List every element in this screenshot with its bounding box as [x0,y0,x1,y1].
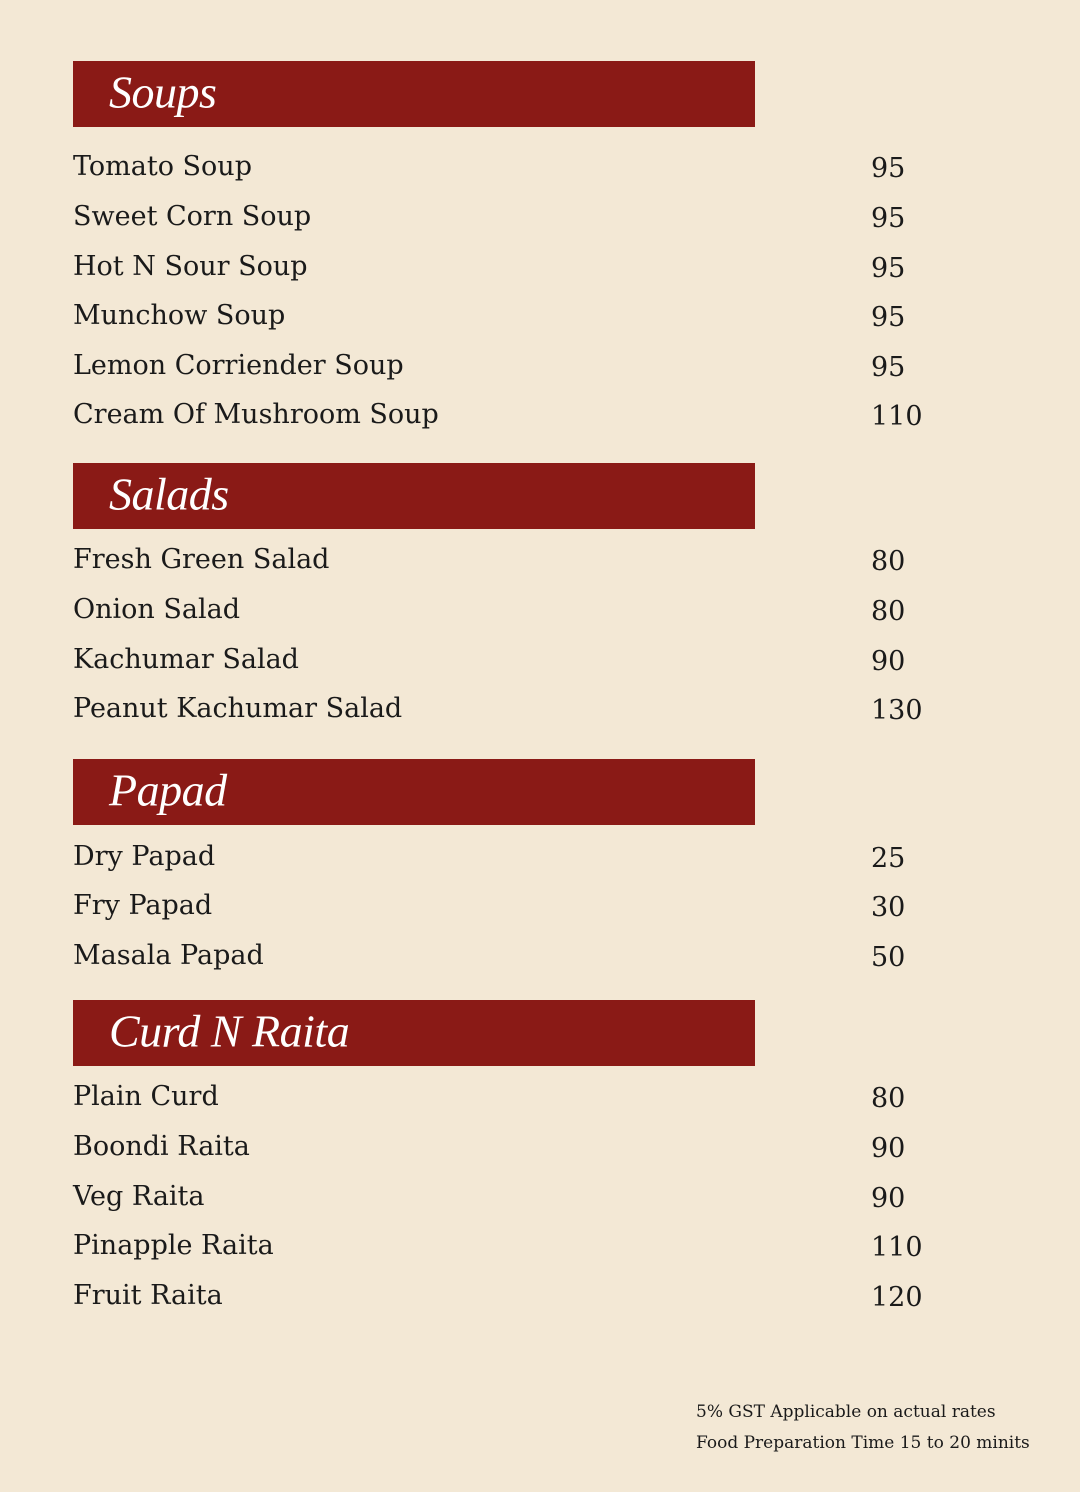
section-header-papad [73,759,755,825]
menu-item [73,197,953,237]
item-name: Munchow Soup [73,300,286,331]
item-name: Onion Salad [73,594,240,625]
menu-item [73,395,953,435]
menu-item [73,936,953,976]
item-name: Sweet Corn Soup [73,201,312,232]
menu-item [73,296,953,336]
item-price: 30 [871,892,906,923]
item-name: Hot N Sour Soup [73,251,308,282]
section-header-salads [73,463,755,529]
section-title: Soups [109,66,217,118]
menu-item [73,1077,953,1117]
item-name: Plain Curd [73,1081,219,1112]
item-name: Fruit Raita [73,1280,223,1311]
item-price: 95 [871,253,906,284]
menu-item [73,640,953,680]
menu-item [73,1226,953,1266]
item-name: Peanut Kachumar Salad [73,693,403,724]
item-name: Fry Papad [73,890,213,921]
preparation-time-note: Food Preparation Time 15 to 20 minits [696,1433,1030,1453]
item-name: Masala Papad [73,940,264,971]
item-price: 120 [871,1282,923,1313]
item-price: 90 [871,646,906,677]
menu-item [73,689,953,729]
section-title: Salads [109,468,229,520]
menu-item [73,147,953,187]
gst-note: 5% GST Applicable on actual rates [696,1402,996,1422]
menu-item [73,540,953,580]
item-price: 80 [871,546,906,577]
item-name: Tomato Soup [73,151,252,182]
item-price: 50 [871,942,906,973]
item-price: 110 [871,1232,923,1263]
item-price: 90 [871,1183,906,1214]
item-name: Fresh Green Salad [73,544,330,575]
menu-item [73,590,953,630]
menu-item [73,886,953,926]
item-name: Cream Of Mushroom Soup [73,399,439,430]
menu-item [73,837,953,877]
section-header-curd-n-raita [73,1000,755,1066]
item-price: 80 [871,1083,906,1114]
item-name: Veg Raita [73,1181,205,1212]
item-name: Pinapple Raita [73,1230,274,1261]
item-price: 110 [871,401,923,432]
item-name: Kachumar Salad [73,644,299,675]
menu-item [73,346,953,386]
section-title: Curd N Raita [109,1005,350,1057]
section-header-soups [73,61,755,127]
item-name: Lemon Corriender Soup [73,350,404,381]
item-name: Boondi Raita [73,1131,250,1162]
item-price: 25 [871,843,906,874]
section-title: Papad [109,764,227,816]
item-price: 95 [871,352,906,383]
item-name: Dry Papad [73,841,216,872]
item-price: 95 [871,153,906,184]
item-price: 95 [871,203,906,234]
menu-item [73,1276,953,1316]
item-price: 95 [871,302,906,333]
item-price: 90 [871,1133,906,1164]
menu-item [73,247,953,287]
menu-item [73,1177,953,1217]
menu-item [73,1127,953,1167]
item-price: 80 [871,596,906,627]
item-price: 130 [871,695,923,726]
